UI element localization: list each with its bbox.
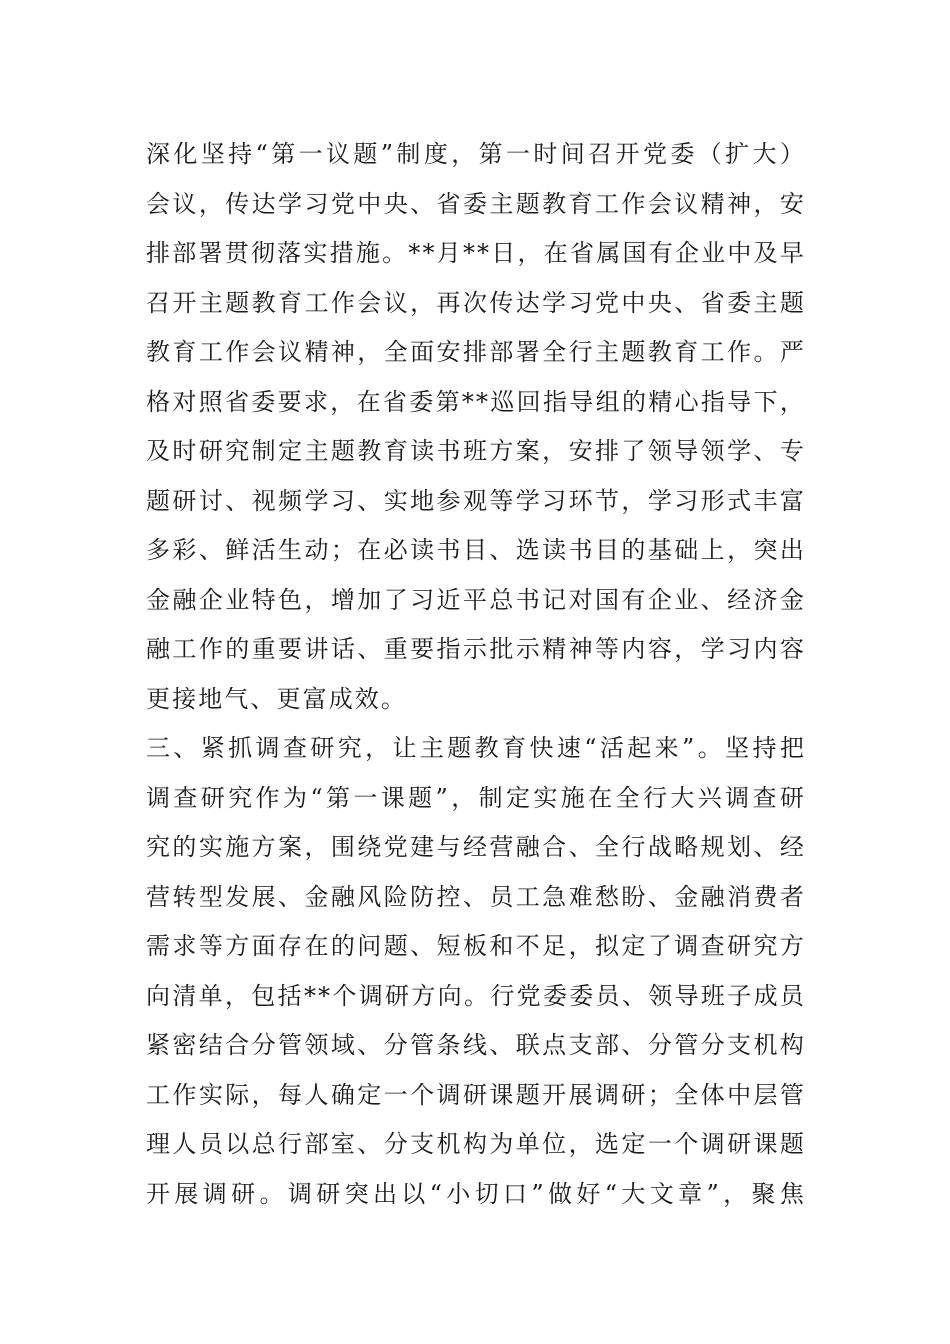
- text-line: 需求等方面存在的问题、短板和不足，拟定了调查研究方: [146, 932, 806, 960]
- body-text: [146, 130, 806, 1219]
- text-line: 营转型发展、金融风险防控、员工急难愁盼、金融消费者: [146, 882, 806, 911]
- text-line: 深化坚持“第一议题”制度，第一时间召开党委（扩大）: [146, 140, 806, 168]
- text-line: 金融企业特色，增加了习近平总书记对国有企业、经济金: [146, 585, 806, 614]
- text-line: 紧密结合分管领域、分管条线、联点支部、分管分支机构: [146, 1031, 806, 1059]
- text-line-paragraph-end: 更接地气、更富成效。: [146, 684, 407, 713]
- text-line: 多彩、鲜活生动；在必读书目、选读书目的基础上，突出: [146, 536, 806, 564]
- text-line: 题研讨、视频学习、实地参观等学习环节，学习形式丰富: [146, 486, 806, 515]
- text-line: 融工作的重要讲话、重要指示批示精神等内容，学习内容: [146, 635, 806, 663]
- text-line: 究的实施方案，围绕党建与经营融合、全行战略规划、经: [146, 833, 806, 861]
- text-line: 开展调研。调研突出以“小切口”做好“大文章”，聚焦: [146, 1179, 806, 1208]
- text-line: 工作实际，每人确定一个调研课题开展调研；全体中层管: [146, 1080, 806, 1109]
- text-line: 理人员以总行部室、分支机构为单位，选定一个调研课题: [146, 1130, 806, 1158]
- text-line: 调查研究作为“第一课题”，制定实施在全行大兴调查研: [146, 783, 806, 812]
- text-line: 格对照省委要求，在省委第**巡回指导组的精心指导下，: [146, 387, 806, 416]
- text-line: 召开主题教育工作会议，再次传达学习党中央、省委主题: [146, 288, 806, 317]
- text-line: 教育工作会议精神，全面安排部署全行主题教育工作。严: [146, 338, 806, 366]
- section-heading-line: 三、紧抓调查研究，让主题教育快速“活起来”。坚持把: [146, 734, 806, 762]
- text-line: 排部署贯彻落实措施。**月**日，在省属国有企业中及早: [146, 239, 806, 267]
- text-line: 向清单，包括**个调研方向。行党委委员、领导班子成员: [146, 981, 806, 1010]
- text-line: 及时研究制定主题教育读书班方案，安排了领导领学、专: [146, 437, 806, 465]
- text-line: 会议，传达学习党中央、省委主题教育工作会议精神，安: [146, 189, 806, 218]
